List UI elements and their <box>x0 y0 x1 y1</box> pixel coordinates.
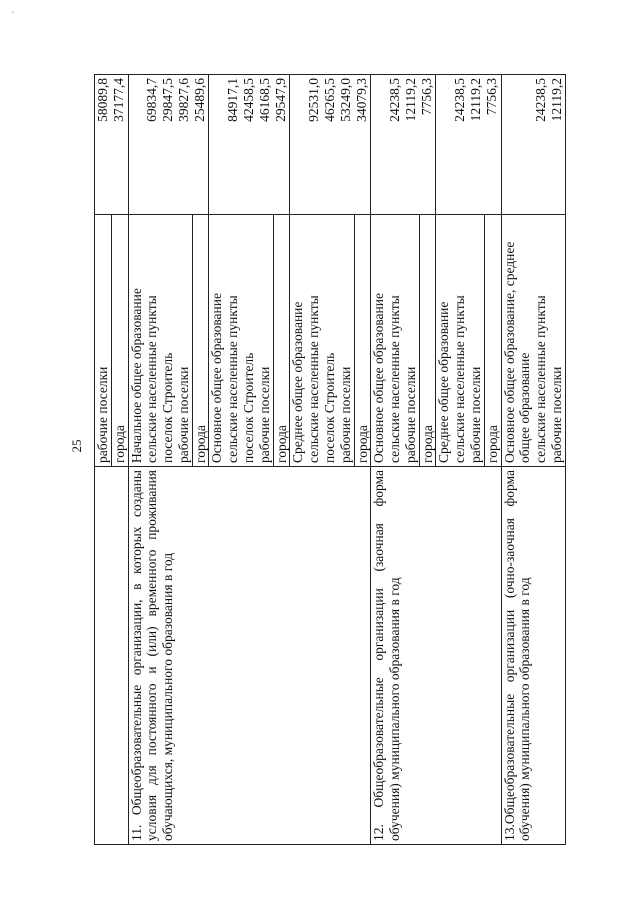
settlement-label: рабочие поселки <box>337 366 353 463</box>
page-number: 25 <box>69 439 84 453</box>
value-cell <box>290 75 371 215</box>
value: 46168,5 <box>256 78 272 122</box>
row-description: 12. Общеобразовательные организации (заочная форма обучения) муниципального образования в год <box>371 467 501 845</box>
settlement-label: сельские населенные пункты <box>452 295 468 463</box>
value: 42458,5 <box>241 78 257 122</box>
value: 37177,4 <box>110 78 126 122</box>
value <box>502 78 518 211</box>
settlement-label: города <box>273 215 290 466</box>
value-cell <box>95 75 129 215</box>
education-level-label: Основное общее образование, среднее общее образование <box>501 241 533 463</box>
education-level-label: Среднее общее образование <box>290 301 306 463</box>
value-cell <box>501 75 565 215</box>
value: 84917,1 <box>225 78 241 122</box>
settlement-label: города <box>354 215 371 466</box>
table-row <box>371 75 436 845</box>
settlement-label: города <box>419 215 436 466</box>
settlement-label: поселок Строитель <box>321 352 337 463</box>
value-cell <box>128 75 209 215</box>
value: 24238,5 <box>387 78 403 122</box>
table-row <box>501 75 565 845</box>
value <box>517 78 533 211</box>
level-cell <box>128 215 209 467</box>
table-row <box>95 75 129 845</box>
settlement-label: сельские населенные пункты <box>533 295 549 463</box>
value-cell <box>371 75 436 215</box>
level-cell <box>436 215 501 467</box>
settlement-label: сельские населенные пункты <box>225 295 241 463</box>
value-cell <box>209 75 290 215</box>
value <box>129 78 145 211</box>
value <box>371 78 387 211</box>
row-description: 13.Общеобразовательные организации (очно-заочная форма обучения) муниципального образования в год <box>501 467 565 845</box>
value: 53249,0 <box>337 78 353 122</box>
table-row <box>128 75 209 845</box>
settlement-label: рабочие поселки <box>95 366 110 463</box>
education-level-label: Начальное общее образование <box>128 288 144 463</box>
settlement-label: рабочие поселки <box>175 366 191 463</box>
value: 24238,5 <box>452 78 468 122</box>
settlement-label: рабочие поселки <box>402 366 418 463</box>
value: 12119,2 <box>402 78 418 122</box>
settlement-label: сельские населенные пункты <box>144 295 160 463</box>
settlement-label: поселок Строитель <box>241 352 257 463</box>
value: 12119,2 <box>467 78 483 122</box>
settlement-label: города <box>192 215 209 466</box>
value: 25489,6 <box>191 78 207 122</box>
rotated-table-container <box>94 75 594 845</box>
level-cell <box>371 215 436 467</box>
value: 29547,9 <box>272 78 288 122</box>
value-cell <box>436 75 501 215</box>
settlement-label: рабочие поселки <box>548 366 564 463</box>
value: 39827,6 <box>175 78 191 122</box>
settlement-label: рабочие поселки <box>467 366 483 463</box>
level-cell <box>290 215 371 467</box>
value: 24238,5 <box>533 78 549 122</box>
value <box>290 78 306 211</box>
level-cell <box>501 215 565 467</box>
value: 58089,8 <box>95 78 110 122</box>
settlement-label: рабочие поселки <box>256 366 272 463</box>
settlement-label: сельские населенные пункты <box>387 295 403 463</box>
settlement-label: города <box>484 215 501 466</box>
value: 7756,3 <box>483 78 499 116</box>
settlement-label: города <box>111 215 128 466</box>
education-level-label: Основное общее образование <box>209 293 225 463</box>
value: 92531,0 <box>306 78 322 122</box>
settlement-label: сельские населенные пункты <box>306 295 322 463</box>
value <box>436 78 452 211</box>
value: 46265,5 <box>321 78 337 122</box>
value: 7756,3 <box>418 78 434 116</box>
value <box>209 78 225 211</box>
level-cell <box>209 215 290 467</box>
value: 34079,3 <box>353 78 369 122</box>
value: 29847,5 <box>160 78 176 122</box>
education-level-label: Основное общее образование <box>371 293 387 463</box>
row-description: 11. Общеобразовательные организации, в которых созданы условия для постоянного и (или) временного проживания обучающихся, муниципального образования в год <box>128 467 371 845</box>
value: 69834,7 <box>144 78 160 122</box>
education-level-label: Среднее общее образование <box>436 301 452 463</box>
corner-mark: ' <box>12 10 14 20</box>
row-description <box>95 467 129 845</box>
level-cell <box>95 215 129 467</box>
data-table <box>94 74 566 845</box>
value: 12119,2 <box>548 78 564 122</box>
settlement-label: поселок Строитель <box>160 352 176 463</box>
